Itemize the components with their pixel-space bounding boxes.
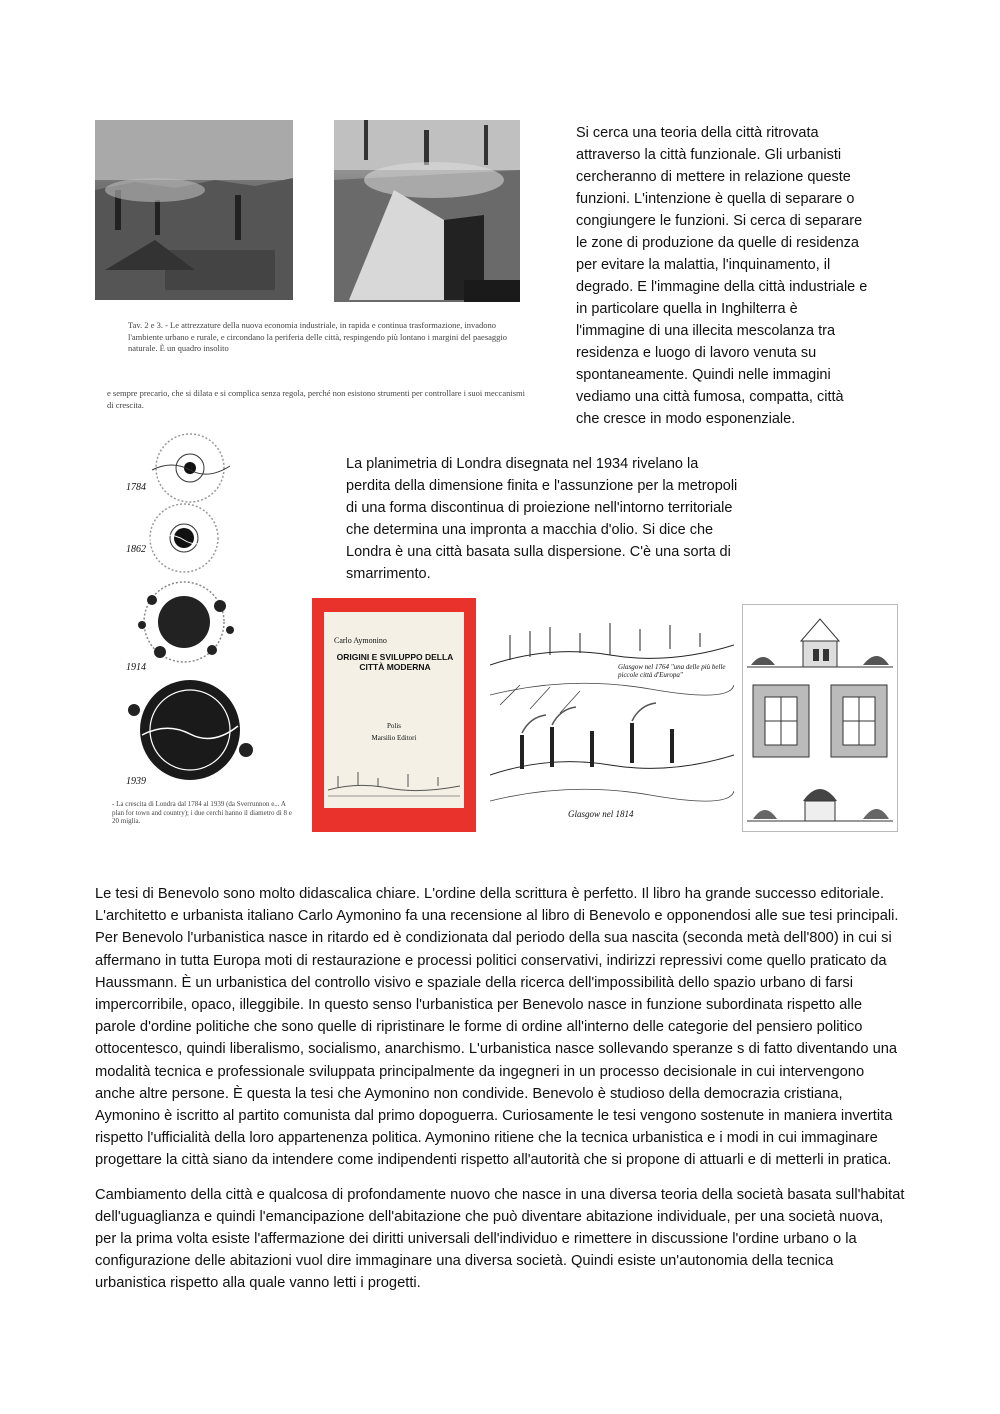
city-theory-paragraph: Si cerca una teoria della città ritrovata attraverso la città funzionale. Gli urbanisti cercheranno di mettere in relazione queste funzioni. L'intenzione è quella di separare o congiungere le funzioni. Si cerca di separare le zone di produzione da quelle di residenza per evitare la malattia, l'inquinamento, il degrado. E l'immagine della città industriale e in particolare quella in Inghilterra è l'immagine di una illecita mescolanza tra residenza e luogo di lavoro venuta su spontaneamente. Quindi nelle immagini vediamo una città fumosa, compatta, città che cresce in modo esponenziale. <box>576 125 868 427</box>
map-year-1939: 1939 <box>126 776 146 787</box>
book-title: ORIGINI E SVILUPPO DELLA CITTÀ MODERNA <box>336 652 454 672</box>
paragraph-benevolo: Le tesi di Benevolo sono molto didascalica chiare. L'ordine della scrittura è perfetto. Il libro ha grande successo editoriale. L'architetto e urbanista italiano Carlo Aymonino fa una recensione al libro di Benevolo e opponendosi alle sue tesi principali. Per Benevolo l'urbanistica nasce in ritardo ed è condizionata dal periodo della sua nascita (seconda metà dell'800) in cui si affermano in tutta Europa moti di restaurazione e processi politici conservativi, indirizzi repressivi come quello praticato da Haussmann. È un urbanistica del controllo visivo e spaziale della ricerca dell'impossibilità dello spazio urbano di farsi impercorribile, opaco, illeggibile. In questo senso l'urbanistica per Benevolo nasce in funzione subordinata rispetto alle parole d'ordine politiche che sono quelle di ripristinare le forme di ordine all'interno delle categorie del pensiero politico ottocentesco, quindi liberalismo, socialismo, anarchismo. L'urbanistica nasce sollevando speranze s di fatto diventando una modalità tecnica e professionale sviluppata principalmente da ingegneri in un processo decisionale in cui intervengono anche altre persone. È questa la tesi che Aymonino non condivide. Benevolo è studioso della democrazia cristiana, Aymonino è iscritto al partito comunista dal primo dopoguerra. Curiosamente le tesi vengono sostenute in maniera invertita rispetto l'ufficialità della loro appartenenza politica. Aymonino ritiene che la tecnica urbanistica e i modi in cui immaginare progettare la città siano da intendere come indipendenti rispetto all'autorità che si propone di attuarli e di metterli in pratica. <box>95 886 899 1169</box>
glasgow-sketches <box>490 605 734 831</box>
book-author: Carlo Aymonino <box>334 636 387 645</box>
map-year-1784: 1784 <box>126 482 146 493</box>
book-cover-sketch <box>328 762 460 802</box>
paragraph-city-change: Cambiamento della città e qualcosa di profondamente nuovo che nasce in una diversa teoria della società basata sull'habitat dell'uguaglianza e quindi l'emancipazione dell'abitazione che può diventare abitazione individuale, per una società nuova, per la prima volta esiste l'affermazione dei diritti universali dell'individuo e rimettere in discussione l'ordine urbano o la configurazione delle abitazioni vuol dire immaginare una diversa società. Quindi esiste un'autonomia della tecnica urbanistica rispetto alla quale vanno letti i progetti. <box>95 1186 905 1292</box>
architectural-plan-drawing <box>742 604 898 832</box>
london-growth-maps <box>112 430 292 830</box>
sketch-note-top: Glasgow nel 1764 "una delle più belle piccole città d'Europa" <box>618 663 726 679</box>
book-publisher: Marsilio Editori <box>371 734 417 742</box>
maps-caption: - La crescita di Londra dal 1784 al 1939 (da Sverrunnon e... A plan for town and country); i due cerchi hanno il diametro di 8 e 20 miglia. <box>112 800 292 825</box>
book-series: Polis <box>386 722 401 730</box>
industrial-city-photo-1 <box>95 120 293 300</box>
photo-caption-1: Tav. 2 e 3. - Le attrezzature della nuova economia industriale, in rapida e continua trasformazione, invadono l'ambiente urbano e rurale, e circondano la periferia delle città, respingendo più lontano i margini del paesaggio naturale. È un quadro insolito <box>128 320 508 353</box>
book-cover-panel <box>324 612 464 808</box>
map-year-1914: 1914 <box>126 662 146 673</box>
photo-caption-2: e sempre precario, che si dilata e si complica senza regola, perché non esistono strumenti per controllare i suoi meccanismi di crescita. <box>107 388 525 410</box>
london-paragraph: La planimetria di Londra disegnata nel 1934 rivelano la perdita della dimensione finita e l'assunzione per la metropoli di una forma discontinua di proiezione nell'intorno territoriale che determina una impronta a macchia d'olio. Si dice che Londra è una città basata sulla dispersione. C'è una sorta di smarrimento. <box>346 456 738 582</box>
body-text <box>95 883 905 1307</box>
map-year-1862: 1862 <box>126 544 146 555</box>
industrial-city-photo-2 <box>334 120 520 302</box>
sketch-note-bottom: Glasgow nel 1814 <box>568 809 634 819</box>
book-cover <box>312 598 476 832</box>
